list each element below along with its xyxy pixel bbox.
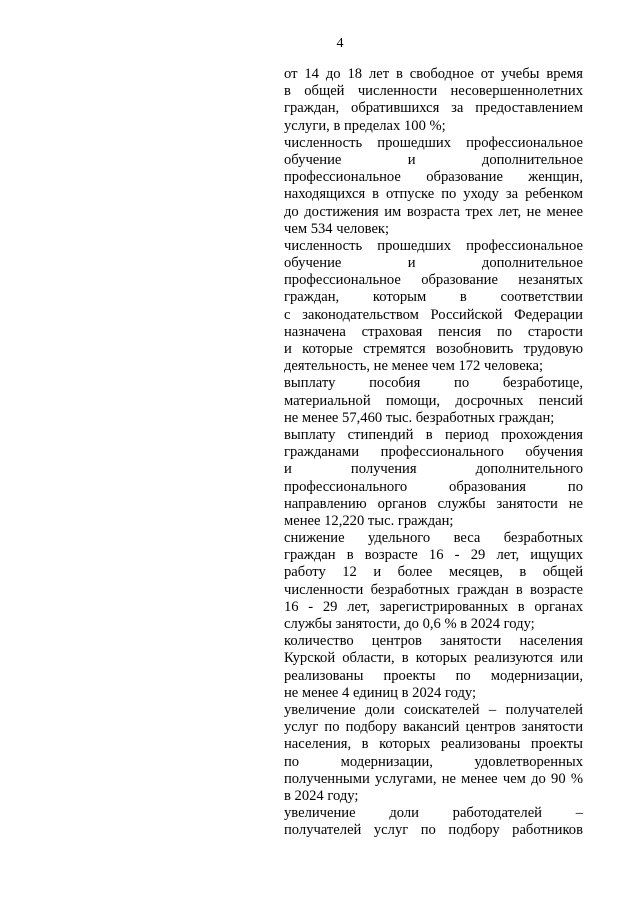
text-line: от 14 до 18 лет в свободное от учебы время — [284, 66, 583, 82]
text-line: выплату пособия по безработице, — [284, 375, 583, 392]
paragraph — [284, 238, 583, 376]
text-line: с законодательством Российской Федерации — [284, 306, 583, 323]
text-line: услуги, в пределах 100 %; — [284, 117, 446, 134]
text-line: населения, в которых реализованы проекты — [284, 736, 583, 753]
text-line: работу 12 и более месяцев, в общей — [284, 564, 583, 581]
text-line: и которые стремятся возобновить трудовую — [284, 341, 583, 357]
text-line: обучение и дополнительное — [284, 255, 583, 272]
text-line: Курской области, в которых реализуются или — [284, 650, 583, 667]
text-line: менее 12,220 тыс. граждан; — [284, 512, 454, 529]
text-line: до достижения им возраста трех лет, не менее — [284, 203, 583, 220]
paragraph — [284, 427, 583, 530]
text-line: профессиональное образование женщин, — [284, 169, 583, 186]
text-line: деятельность, не менее чем 172 человека; — [284, 358, 544, 375]
text-line: службы занятости, до 0,6 % в 2024 году; — [284, 616, 535, 632]
text-line: количество центров занятости населения — [284, 633, 583, 650]
text-line: 16 - 29 лет, зарегистрированных в органах — [284, 598, 583, 615]
paragraph — [284, 135, 583, 238]
document-body — [284, 66, 583, 839]
text-line: численность прошедших профессиональное — [284, 237, 583, 254]
text-line: увеличение доли соискателей – получателей — [284, 701, 583, 718]
paragraph — [284, 66, 583, 135]
paragraph — [284, 375, 583, 427]
text-line: профессионального образования по — [284, 478, 583, 495]
text-line: увеличение доли работодателей – — [284, 805, 583, 822]
text-line: не менее 57,460 тыс. безработных граждан; — [284, 409, 555, 426]
text-line: услуг по подбору вакансий центров занятости — [284, 719, 583, 736]
text-line: выплату стипендий в период прохождения — [284, 426, 583, 443]
text-line: гражданами профессионального обучения — [284, 444, 583, 461]
text-line: и получения дополнительного — [284, 461, 583, 478]
text-line: материальной помощи, досрочных пенсий — [284, 392, 583, 409]
text-line: по модернизации, удовлетворенных — [284, 753, 583, 770]
text-line: в общей численности несовершеннолетних — [284, 83, 583, 100]
text-line: граждан в возрасте 16 - 29 лет, ищущих — [284, 547, 583, 564]
text-line: численности безработных граждан в возрасте — [284, 581, 583, 598]
text-line: не менее 4 единиц в 2024 году; — [284, 684, 477, 701]
text-line: обучение и дополнительное — [284, 151, 583, 168]
text-line: находящихся в отпуске по уходу за ребенком — [284, 186, 583, 203]
paragraph — [284, 805, 583, 839]
page-number: 4 — [336, 36, 344, 51]
text-line: чем 534 человек; — [284, 220, 390, 237]
paragraph — [284, 633, 583, 702]
text-line: граждан, обратившихся за предоставлением — [284, 100, 583, 117]
text-line: в 2024 году; — [284, 787, 359, 804]
text-line: профессиональное образование незанятых — [284, 272, 583, 289]
paragraph — [284, 530, 583, 633]
text-line: снижение удельного веса безработных — [284, 530, 583, 547]
text-line: направлению органов службы занятости не — [284, 495, 583, 512]
text-line: реализованы проекты по модернизации, — [284, 667, 583, 684]
text-line: граждан, которым в соответствии — [284, 289, 583, 306]
text-line: полученными услугами, не менее чем до 90 % — [284, 770, 583, 787]
text-line: получателей услуг по подбору работников — [284, 822, 583, 839]
paragraph — [284, 702, 583, 805]
text-line: назначена страховая пенсия по старости — [284, 323, 583, 340]
text-line: численность прошедших профессиональное — [284, 134, 583, 151]
